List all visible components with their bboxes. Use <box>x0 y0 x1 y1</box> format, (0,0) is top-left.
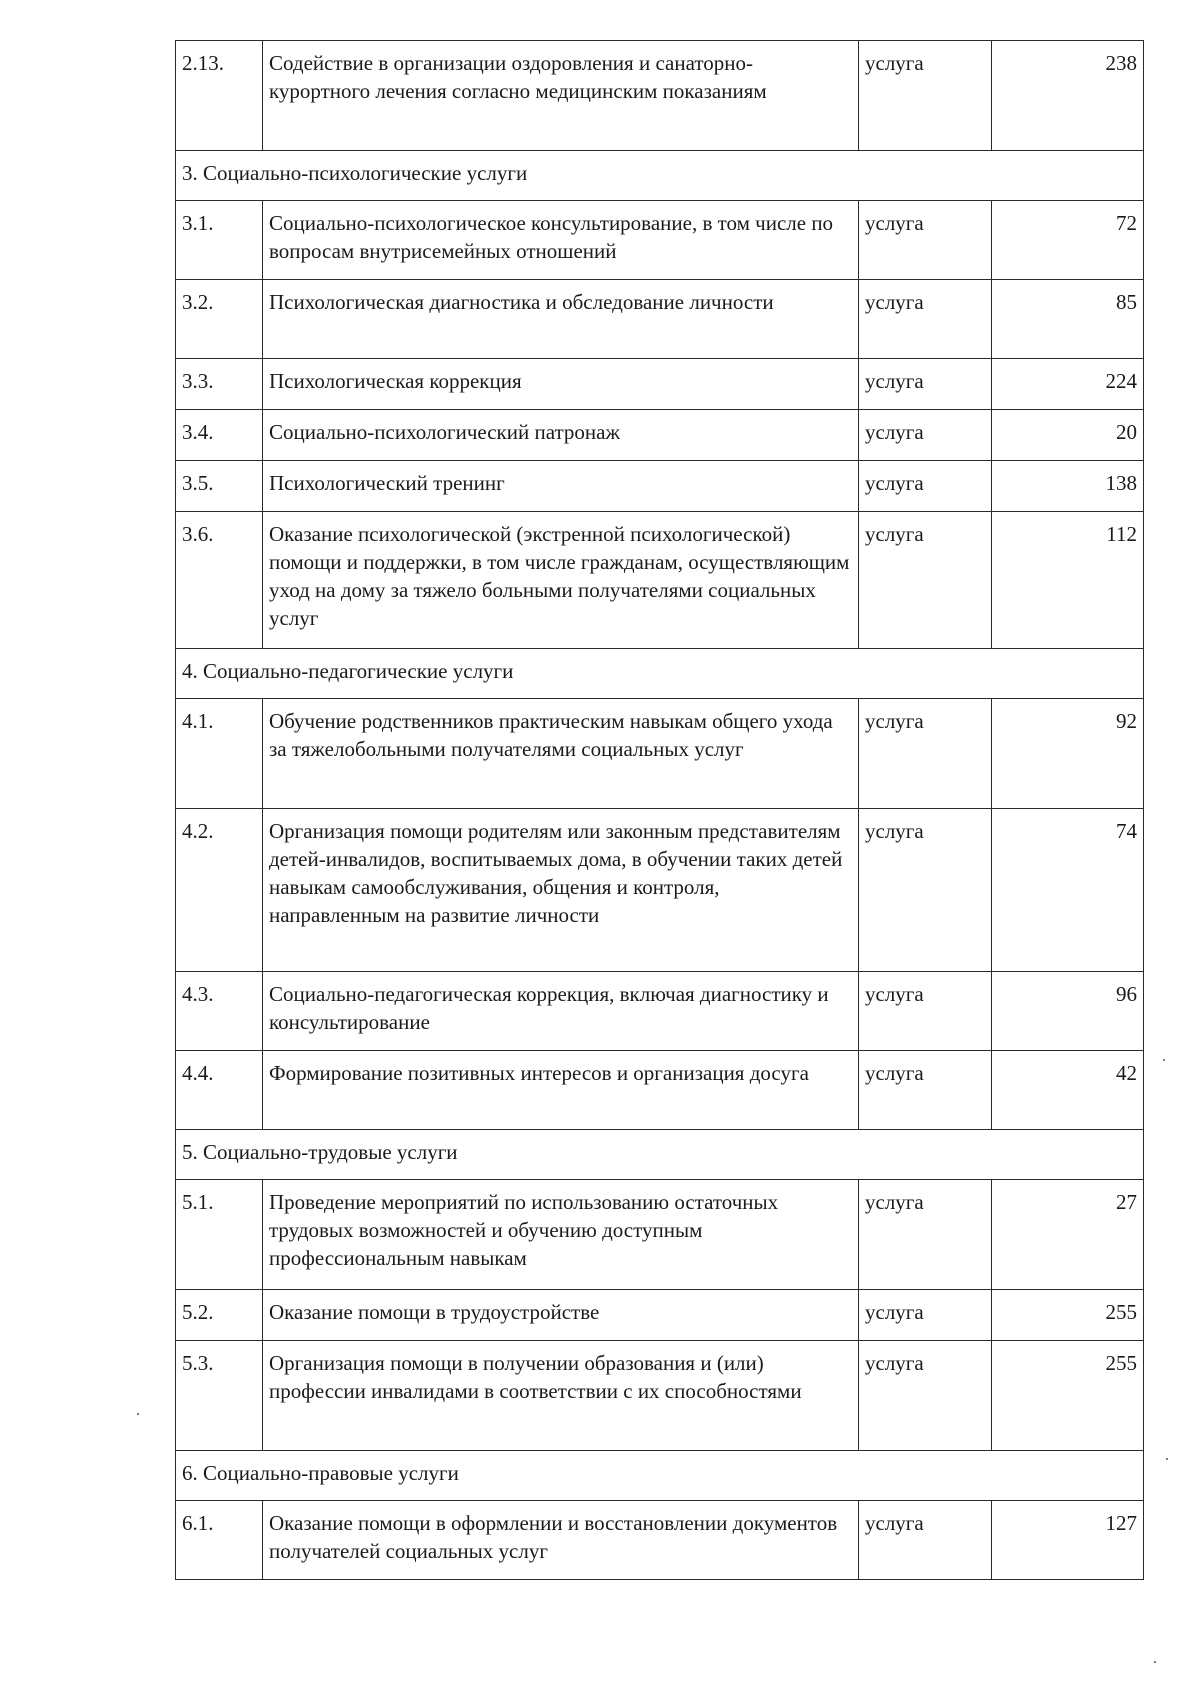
table-row <box>176 809 1144 972</box>
value-cell: 72 <box>992 201 1144 280</box>
service-name: Формирование позитивных интересов и организация досуга <box>263 1051 859 1130</box>
unit-cell: услуга <box>859 41 992 151</box>
table-row <box>176 410 1144 461</box>
table-row <box>176 1341 1144 1451</box>
service-name: Оказание помощи в трудоустройстве <box>263 1290 859 1341</box>
section-title: 5. Социально-трудовые услуги <box>176 1130 1144 1180</box>
table-row <box>176 201 1144 280</box>
row-number: 4.4. <box>176 1051 263 1130</box>
row-number: 4.1. <box>176 699 263 809</box>
service-name: Содействие в организации оздоровления и санаторно-курортного лечения согласно медицинским показаниям <box>263 41 859 151</box>
unit-cell: услуга <box>859 280 992 359</box>
value-cell: 96 <box>992 972 1144 1051</box>
section-row <box>176 151 1144 201</box>
table-row <box>176 280 1144 359</box>
unit-cell: услуга <box>859 1051 992 1130</box>
unit-cell: услуга <box>859 1501 992 1580</box>
unit-cell: услуга <box>859 1180 992 1290</box>
unit-cell: услуга <box>859 1290 992 1341</box>
row-number: 3.3. <box>176 359 263 410</box>
section-title: 6. Социально-правовые услуги <box>176 1451 1144 1501</box>
scan-speck <box>1163 1059 1165 1061</box>
service-name: Организация помощи в получении образования и (или) профессии инвалидами в соответствии с их способностями <box>263 1341 859 1451</box>
row-number: 5.2. <box>176 1290 263 1341</box>
service-name: Социально-психологическое консультирование, в том числе по вопросам внутрисемейных отношений <box>263 201 859 280</box>
value-cell: 27 <box>992 1180 1144 1290</box>
value-cell: 92 <box>992 699 1144 809</box>
scan-speck <box>137 1413 139 1415</box>
service-name: Социально-психологический патронаж <box>263 410 859 461</box>
value-cell: 74 <box>992 809 1144 972</box>
unit-cell: услуга <box>859 1341 992 1451</box>
unit-cell: услуга <box>859 809 992 972</box>
unit-cell: услуга <box>859 972 992 1051</box>
unit-cell: услуга <box>859 512 992 649</box>
table-row <box>176 1051 1144 1130</box>
unit-cell: услуга <box>859 201 992 280</box>
section-row <box>176 1130 1144 1180</box>
value-cell: 127 <box>992 1501 1144 1580</box>
unit-cell: услуга <box>859 359 992 410</box>
row-number: 3.4. <box>176 410 263 461</box>
unit-cell: услуга <box>859 410 992 461</box>
row-number: 6.1. <box>176 1501 263 1580</box>
table-row <box>176 1290 1144 1341</box>
row-number: 2.13. <box>176 41 263 151</box>
service-name: Организация помощи родителям или законным представителям детей-инвалидов, воспитываемых дома, в обучении таких детей навыкам самообслуживания, общения и контроля, направленным на развитие личности <box>263 809 859 972</box>
service-name: Психологическая коррекция <box>263 359 859 410</box>
service-name: Оказание психологической (экстренной психологической) помощи и поддержки, в том числе гражданам, осуществляющим уход на дому за тяжело больными получателями социальных услуг <box>263 512 859 649</box>
value-cell: 42 <box>992 1051 1144 1130</box>
value-cell: 255 <box>992 1341 1144 1451</box>
table-row <box>176 972 1144 1051</box>
table-row <box>176 461 1144 512</box>
section-row <box>176 649 1144 699</box>
table-row <box>176 1180 1144 1290</box>
row-number: 5.3. <box>176 1341 263 1451</box>
service-name: Обучение родственников практическим навыкам общего ухода за тяжелобольными получателями социальных услуг <box>263 699 859 809</box>
value-cell: 138 <box>992 461 1144 512</box>
table-row <box>176 512 1144 649</box>
unit-cell: услуга <box>859 461 992 512</box>
unit-cell: услуга <box>859 699 992 809</box>
section-title: 4. Социально-педагогические услуги <box>176 649 1144 699</box>
service-name: Проведение мероприятий по использованию остаточных трудовых возможностей и обучению доступным профессиональным навыкам <box>263 1180 859 1290</box>
value-cell: 224 <box>992 359 1144 410</box>
row-number: 3.5. <box>176 461 263 512</box>
value-cell: 255 <box>992 1290 1144 1341</box>
table-row <box>176 1501 1144 1580</box>
section-title: 3. Социально-психологические услуги <box>176 151 1144 201</box>
value-cell: 85 <box>992 280 1144 359</box>
scan-speck <box>1154 1661 1156 1663</box>
row-number: 5.1. <box>176 1180 263 1290</box>
value-cell: 238 <box>992 41 1144 151</box>
row-number: 4.2. <box>176 809 263 972</box>
service-name: Оказание помощи в оформлении и восстановлении документов получателей социальных услуг <box>263 1501 859 1580</box>
value-cell: 20 <box>992 410 1144 461</box>
row-number: 3.6. <box>176 512 263 649</box>
service-name: Психологический тренинг <box>263 461 859 512</box>
value-cell: 112 <box>992 512 1144 649</box>
row-number: 4.3. <box>176 972 263 1051</box>
table-row <box>176 41 1144 151</box>
service-name: Психологическая диагностика и обследование личности <box>263 280 859 359</box>
table-row <box>176 359 1144 410</box>
row-number: 3.2. <box>176 280 263 359</box>
service-name: Социально-педагогическая коррекция, включая диагностику и консультирование <box>263 972 859 1051</box>
table-row <box>176 699 1144 809</box>
services-table <box>175 40 1144 1580</box>
row-number: 3.1. <box>176 201 263 280</box>
scan-speck <box>1166 1458 1168 1460</box>
section-row <box>176 1451 1144 1501</box>
